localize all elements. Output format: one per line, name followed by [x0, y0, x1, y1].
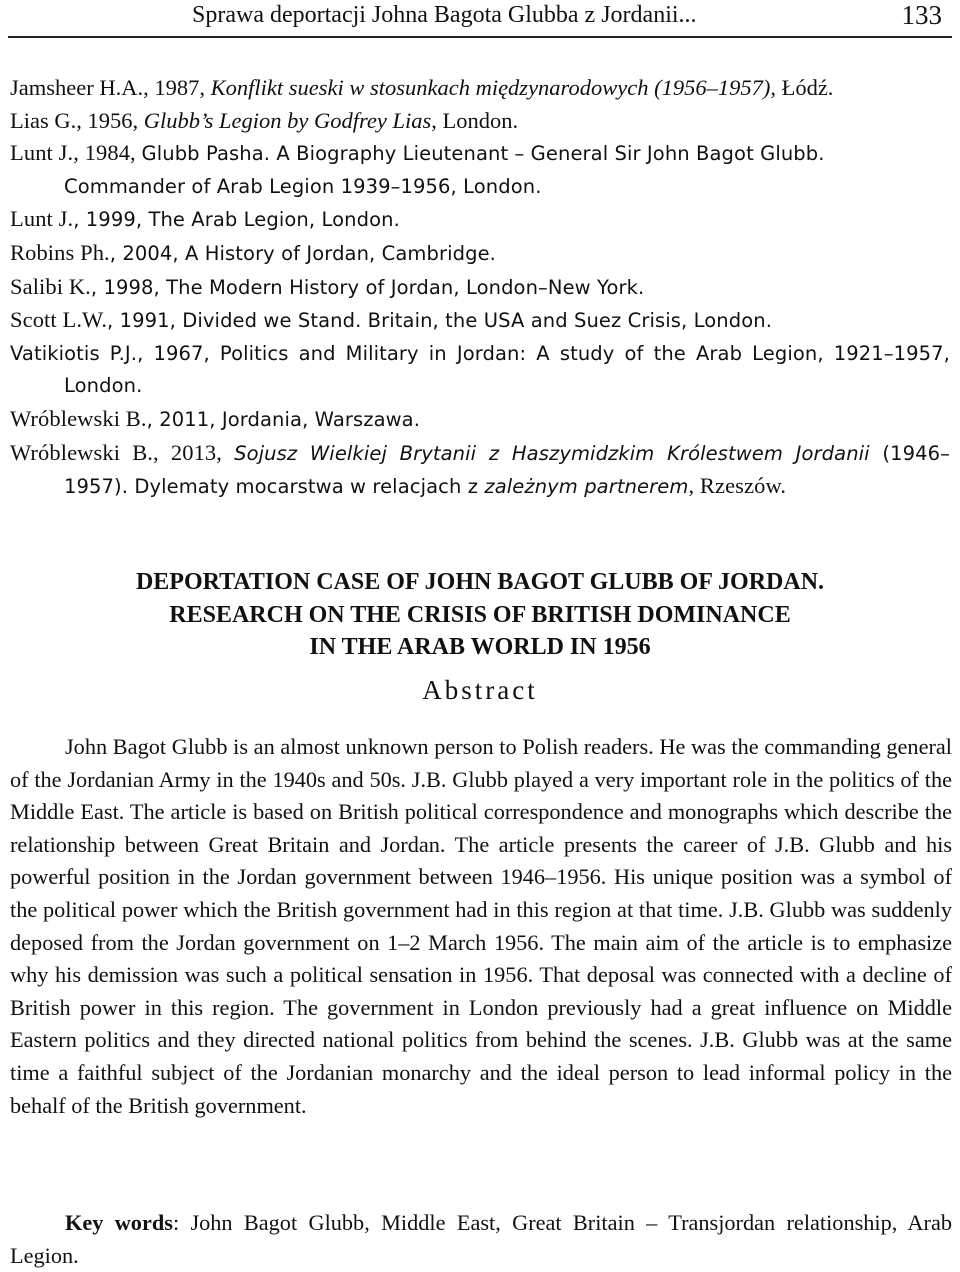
reference-entry: [10, 105, 950, 138]
ref-author: Scott L.W.: [10, 307, 108, 333]
keywords-text: : John Bagot Glubb, Middle East, Great Britain – Transjordan relationship, Arab Legion.: [10, 1210, 952, 1268]
ref-rest: (1946–1957). Dylematy mocarstwa w relacjach z: [64, 441, 950, 499]
ref-title: Glubb’s Legion by Godfrey Lias: [143, 107, 432, 133]
ref-year: , 2004,: [109, 241, 186, 265]
page-number: 133: [901, 0, 942, 30]
ref-author: Salibi K.: [10, 273, 91, 299]
keywords-label: Key words: [65, 1210, 173, 1235]
ref-author: Robins Ph.: [10, 239, 110, 265]
ref-rest: Glubb Pasha. A Biography Lieutenant – General Sir John Bagot Glubb. Commander of Arab Legion 1939–1956, London.: [64, 142, 825, 198]
abstract-text: John Bagot Glubb is an almost unknown person to Polish readers. He was the commanding general of the Jordanian Army in the 1940s and 50s. J.B. Glubb played a very important role in the politics of the Middle East. The article is based on British political correspondence and monographs which describe the relationship between Great Britain and Jordan. The article presents the career of J.B. Glubb and his powerful position in the Jordan government between 1946–1956. His unique position was a symbol of the political power which the British government had in this region at that time. J.B. Glubb was suddenly deposed from the Jordan government on 1–2 March 1956. The main aim of the article is to emphasize why his demission was such a political sensation in 1956. That deposal was connected with a decline of British power in this region. The government in London previously had a great influence on Middle Eastern politics and they directed national politics from behind the scenes. J.B. Glubb was at the same time a faithful subject of the Jordanian monarchy and the ideal person to lead informal policy in the behalf of the British government.: [10, 734, 952, 1118]
ref-author: Vatikiotis P.J.: [10, 341, 138, 365]
ref-year: , 1998,: [90, 275, 167, 299]
reference-entry: [10, 137, 950, 203]
reference-entry: [10, 403, 950, 437]
page-header: [8, 0, 952, 38]
english-title-line-1: DEPORTATION CASE OF JOHN BAGOT GLUBB OF JORDAN.: [135, 569, 825, 595]
keywords: [10, 1207, 952, 1272]
ref-rest: Jordania, Warszawa.: [221, 407, 421, 431]
ref-rest: A History of Jordan, Cambridge.: [185, 241, 496, 265]
ref-title: Konflikt sueski w stosunkach międzynarodowych (1956–1957): [210, 75, 771, 100]
ref-rest: The Arab Legion, London.: [148, 208, 400, 232]
ref-author: Lias G.: [10, 107, 77, 133]
reference-entry: [10, 203, 950, 237]
ref-rest-2: , Rzeszów.: [688, 473, 787, 499]
ref-author: Jamsheer H.A.: [10, 75, 144, 100]
ref-rest: The Modern History of Jordan, London–New York.: [166, 275, 645, 299]
english-title-line-2: RESEARCH ON THE CRISIS OF BRITISH DOMINANCE: [169, 601, 791, 628]
english-title: [0, 566, 960, 664]
ref-year: , 1956,: [76, 107, 144, 133]
ref-author: Wróblewski B.: [10, 439, 154, 465]
reference-entry: [10, 271, 950, 305]
ref-year: , 1984,: [73, 140, 142, 166]
reference-entry: [10, 437, 950, 504]
ref-author: Lunt J.: [10, 206, 74, 232]
ref-year: , 1999,: [73, 208, 149, 232]
ref-rest: Divided we Stand. Britain, the USA and Suez Crisis, London.: [182, 309, 773, 333]
bibliography: [10, 72, 950, 504]
ref-year: , 1967,: [137, 341, 220, 365]
running-title: Sprawa deportacji Johna Bagota Glubba z Jordanii...: [192, 2, 697, 28]
ref-year: , 2013,: [153, 439, 235, 465]
ref-author: Lunt J.: [10, 140, 74, 166]
ref-rest: , London.: [431, 107, 519, 133]
ref-year: , 1991,: [107, 309, 183, 333]
ref-year: , 2011,: [146, 407, 222, 431]
abstract-heading: Abstract: [422, 675, 538, 705]
ref-rest: Politics and Military in Jordan: A study of the Arab Legion, 1921–1957, London.: [64, 341, 950, 398]
ref-title-2: zależnym partnerem: [484, 475, 689, 499]
ref-author: Wróblewski B.: [10, 405, 147, 431]
ref-year: , 1987,: [143, 75, 211, 100]
reference-entry: [10, 72, 950, 105]
english-title-line-3: IN THE ARAB WORLD IN 1956: [309, 634, 651, 660]
ref-rest: , Łódź.: [770, 75, 834, 100]
ref-title: Sojusz Wielkiej Brytanii z Haszymidzkim Królestwem Jordanii: [234, 441, 870, 465]
reference-entry: [10, 304, 950, 338]
reference-entry: [10, 237, 950, 271]
reference-entry: [10, 338, 950, 403]
